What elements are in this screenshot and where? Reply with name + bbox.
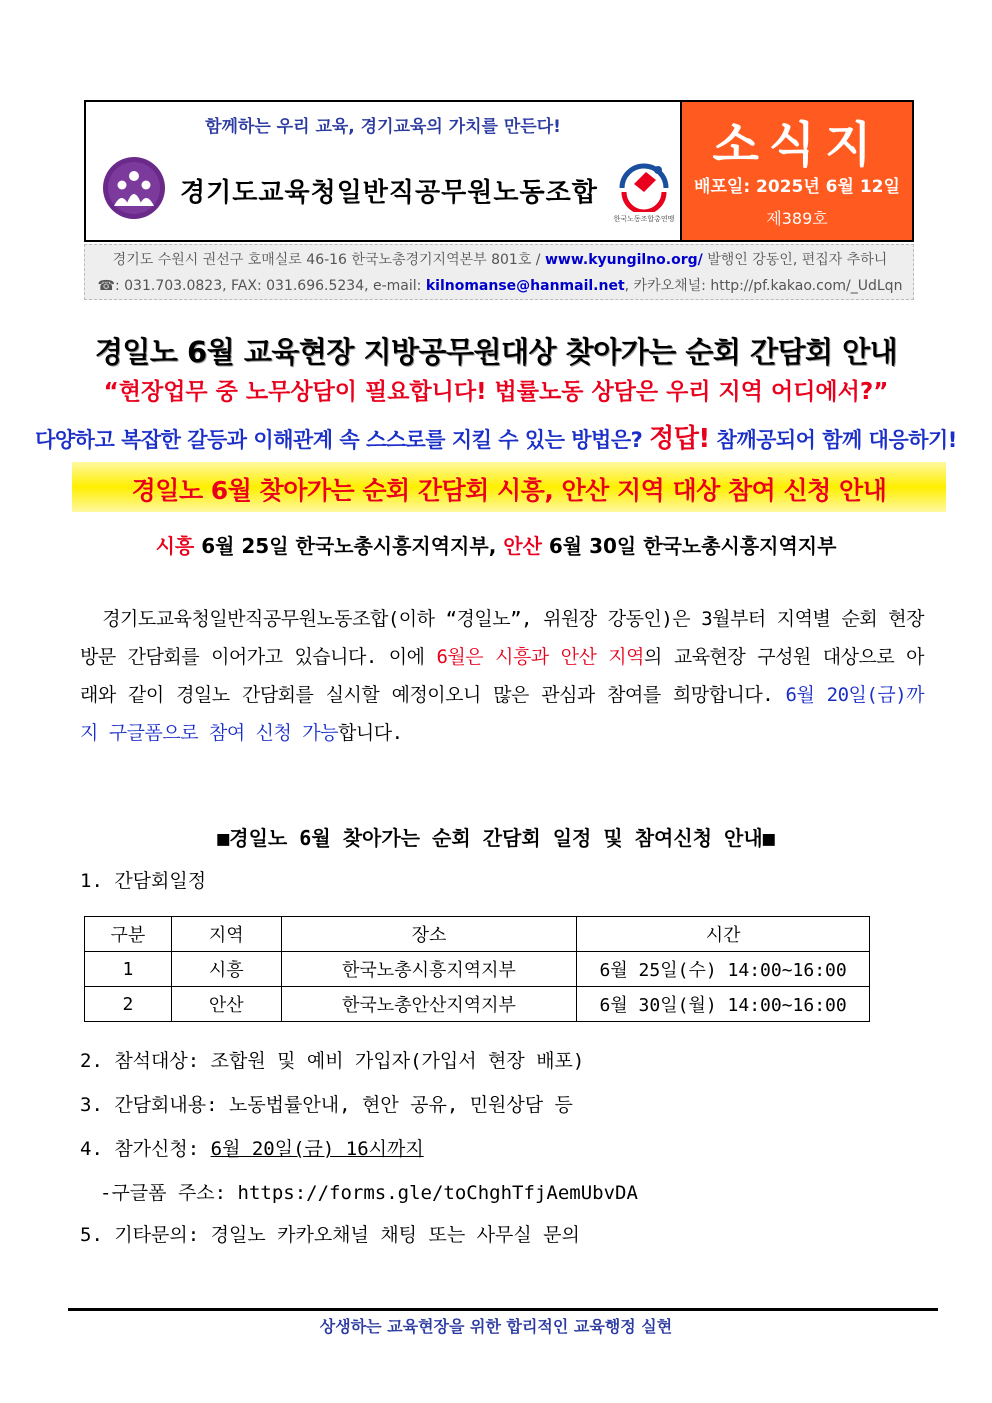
intro-paragraph <box>80 600 924 752</box>
para-part3: 합니다. <box>338 722 403 744</box>
answer-text: 참깨공되어 함께 대응하기! <box>716 428 957 452</box>
answer-word: 정답! <box>649 424 710 454</box>
table-cell: 6월 25일(수) 14:00~16:00 <box>577 952 870 987</box>
question-text: 다양하고 복잡한 갈등과 이해관계 속 스스로를 지킬 수 있는 방법은? <box>35 428 643 452</box>
schedule-table <box>84 916 870 1022</box>
list-item-signup <box>80 1134 424 1161</box>
header-cell: 장소 <box>281 917 577 952</box>
detail-siheung: 6월 25일 한국노총시흥지역지부, <box>201 534 497 558</box>
table-cell: 한국노총안산지역지부 <box>281 987 577 1022</box>
detail-ansan: 6월 30일 한국노총시흥지역지부 <box>548 534 837 558</box>
para-part1: 경기도교육청일반직공무원노동조합(이하 “경일노”, 위원장 강동인)은 3월부터 지역별 순회 현장방문 간담회를 이어가고 있습니다. 이에 <box>80 608 924 668</box>
table-header-row <box>85 917 870 952</box>
address: 경기도 수원시 권선구 호매실로 46-16 한국노총경기지역본부 801호 / <box>112 252 541 268</box>
masthead-left <box>86 102 680 240</box>
city-siheung: 시흥 <box>155 534 195 558</box>
federation-logo-text: 한국노동조합총연맹 <box>613 215 675 223</box>
table-cell: 2 <box>85 987 172 1022</box>
subtitle-quote: “현장업무 중 노무상담이 필요합니다! 법률노동 상담은 우리 지역 어디에서?” <box>103 379 889 405</box>
issue-date: 배포일: 2025년 6월 12일 <box>694 177 900 197</box>
main-title: 경일노 6월 교육현장 지방공무원대상 찾아가는 순회 간담회 안내 <box>94 335 898 369</box>
list-item-schedule: 1. 간담회일정 <box>80 870 207 892</box>
para-blue: 6월 20일(금)까지 구글폼으로 참여 신청 가능 <box>80 684 924 744</box>
email-link[interactable]: kilnomanse@hanmail.net <box>425 278 625 294</box>
table-cell: 6월 30일(월) 14:00~16:00 <box>577 987 870 1022</box>
kakao-channel: , 카카오채널: http://pf.kakao.com/_UdLqn <box>624 278 903 294</box>
federation-logo-icon <box>612 158 676 212</box>
federation-logo <box>612 158 676 228</box>
slogan: 함께하는 우리 교육, 경기교육의 가치를 만든다! <box>205 117 561 137</box>
footer-motto: 상생하는 교육현장을 위한 합리적인 교육행정 실현 <box>319 1317 673 1336</box>
subtitle-question <box>0 418 992 455</box>
signup-label: 4. 참가신청: <box>80 1138 211 1160</box>
issue-number: 제389호 <box>766 209 828 228</box>
highlight-banner <box>72 462 946 512</box>
masthead <box>84 100 914 242</box>
header-cell: 구분 <box>85 917 172 952</box>
header-cell: 시간 <box>577 917 870 952</box>
union-name: 경기도교육청일반직공무원노동조합 <box>180 178 598 208</box>
banner-title: 경일노 6월 찾아가는 순회 간담회 시흥, 안산 지역 대상 참여 신청 안내 <box>131 476 887 505</box>
para-red: 6월은 시흥과 안산 지역 <box>436 646 645 668</box>
table-cell: 안산 <box>171 987 281 1022</box>
publication-title: 소식지 <box>712 117 882 173</box>
google-form-link[interactable]: -구글폼 주소: https://forms.gle/toChghTfjAemUbvDA <box>100 1182 638 1204</box>
table-cell: 한국노총시흥지역지부 <box>281 952 577 987</box>
table-cell: 1 <box>85 952 172 987</box>
table-row <box>85 952 870 987</box>
section-title: ■경일노 6월 찾아가는 순회 간담회 일정 및 참여신청 안내■ <box>217 826 775 850</box>
para-part2: 의 교육현장 구성원 대상으로 아래와 같이 경일노 간담회를 실시할 예정이오니 많은 관심과 참여를 희망합니다. <box>80 646 924 706</box>
union-logo-icon <box>102 156 166 220</box>
contact-info <box>84 244 914 300</box>
signup-deadline: 6월 20일(금) 16시까지 <box>210 1138 424 1160</box>
phone-fax: ☎: 031.703.0823, FAX: 031.696.5234, e-mail: <box>97 278 422 294</box>
phone-line <box>85 275 915 295</box>
city-ansan: 안산 <box>503 534 542 558</box>
publisher: 발행인 강동인, 편집자 추하니 <box>707 252 888 268</box>
list-item-attendees: 2. 참석대상: 조합원 및 예비 가입자(가입서 현장 배포) <box>80 1050 585 1072</box>
table-cell: 시흥 <box>171 952 281 987</box>
header-cell: 지역 <box>171 917 281 952</box>
table-row <box>85 987 870 1022</box>
list-item-inquiry: 5. 기타문의: 경일노 카카오채널 채팅 또는 사무실 문의 <box>80 1224 580 1246</box>
footer-divider <box>68 1308 938 1311</box>
location-summary <box>0 530 992 559</box>
address-line <box>85 249 915 269</box>
website-link[interactable]: www.kyungilno.org/ <box>544 252 703 268</box>
list-item-content: 3. 간담회내용: 노동법률안내, 현안 공유, 민원상담 등 <box>80 1094 573 1116</box>
masthead-right <box>680 102 912 240</box>
